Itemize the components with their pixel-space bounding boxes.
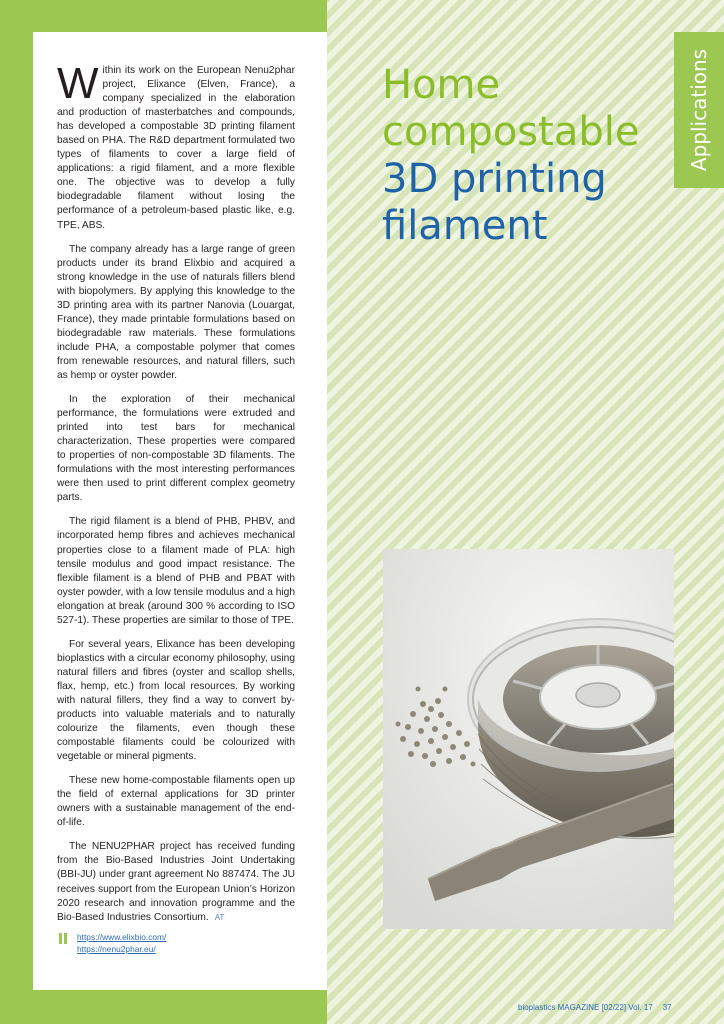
top-color-band: [0, 0, 327, 32]
paragraph-1-text: ithin its work on the European Nenu2phar project, Elixance (Elven, France), a company specialized in the elaboration and production of masterbatches and compounds, has developed a compostable 3D printing filament based on PHA. The R&D department formulated two types of filaments to cover a large field of applications: a rigid filament, and a more flexible one. The objective was to develop a fully biodegradable filament without losing the performance of a petroleum-based plastic like, e.g. TPE, ABS.: [57, 65, 295, 231]
left-color-band: [0, 32, 33, 1024]
title-line-1: Home: [382, 62, 501, 108]
title-line-2: compostable: [382, 109, 640, 155]
drop-cap: W: [57, 59, 99, 108]
paragraph-1: [57, 59, 295, 233]
paragraph-6: These new home-compostable filaments open up the field of external applications for 3D printer owners with a sustainable management of the end-of-life.: [57, 775, 295, 829]
paragraph-3: In the exploration of their mechanical performance, the formulations were extruded and printed into test bars for mechanical characterization. These properties were compared to properties of non-compostable 3D filaments. The formulations with the most interesting performances were then used to print different complex geometry parts.: [57, 394, 295, 504]
footer-page-number: 37: [662, 1003, 672, 1012]
paragraph-7: [57, 840, 295, 924]
filament-spool-photo: [383, 549, 674, 929]
title-line-3: 3D printing: [382, 156, 607, 202]
link-elixbio[interactable]: https://www.elixbio.com/: [77, 932, 167, 942]
filament-spool-illustration: [383, 549, 674, 929]
page-footer: [518, 1003, 718, 1012]
paragraph-7-text: The NENU2PHAR project has received funding from the Bio-Based Industries Joint Undertaking (BBI-JU) under grant agreement No 887474. The JU receives support from the European Union’s Horizon 2020 research and innovation programme and the Bio-Based Industries Consortium.: [57, 841, 295, 923]
article-body: [57, 59, 295, 935]
title-line-4: filament: [382, 203, 548, 249]
paragraph-2: The company already has a large range of green products under its brand Elixbio and acquired a strong knowledge in the use of naturals fillers blend with biopolymers. By applying this knowledge to the 3D printing area with its partner Nanovia (Louargat, France), they made printable formulations based on biodegradable raw materials. These formulations include PHA, a compostable polymer that comes from renewable resources, and natural fillers, such as hemp or oyster powder.: [57, 243, 295, 381]
paragraph-5: For several years, Elixance has been developing bioplastics with a circular economy philosophy, using natural fillers and fibres (oyster and scallop shells, flax, hemp, etc.) from local resources. By working with natural fillers, they find a way to convert by-products into valuable materials and to naturally colourize the filaments, even though these compostable filaments could be colourized with vegetable or mineral pigments.: [57, 638, 295, 763]
reference-links: [61, 932, 301, 955]
link-nenu2phar[interactable]: https://nenu2phar.eu/: [77, 943, 156, 954]
author-signature: AT: [214, 912, 225, 922]
section-tab-label: Applications: [687, 48, 712, 172]
link-icon: [59, 933, 67, 944]
bottom-color-band: [0, 990, 327, 1024]
article-title: [382, 62, 682, 250]
footer-magazine: bioplastics MAGAZINE [02/22] Vol. 17: [518, 1003, 653, 1012]
paragraph-4: The rigid filament is a blend of PHB, PHBV, and incorporated hemp fibres and achieves mechanical properties close to a filament made of PLA: high tensile modulus and good impact resistance. The flexible filament is a blend of PHB and PBAT with oyster powder, with a low tensile modulus and a high elongation at break (around 300 % according to ISO 527-1). These properties are similar to those of TPE.: [57, 516, 295, 626]
